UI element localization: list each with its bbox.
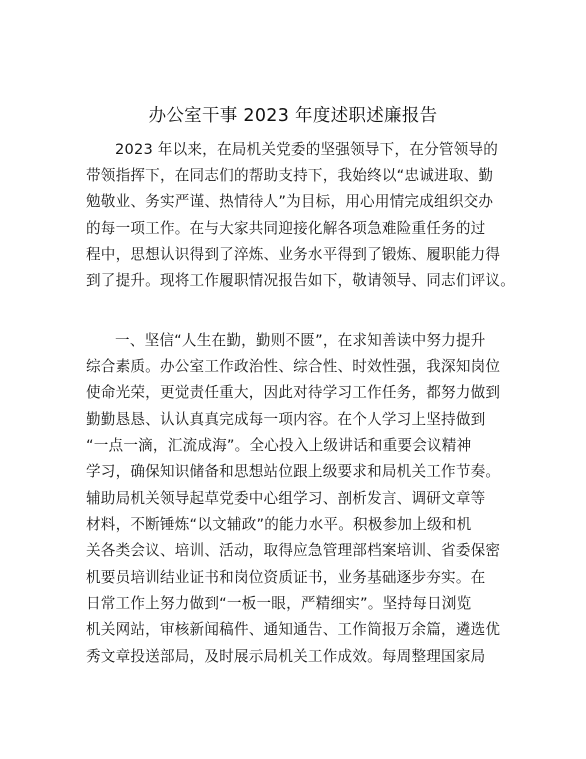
paragraph-2-line-5: “一点一滴，汇流成海”。全心投入上级讲话和重要会议精神: [86, 437, 472, 454]
paragraph-2-line-1: 一、坚信“人生在勤，勤则不匮”，在求知善读中努力提升: [115, 332, 486, 349]
paragraph-2-line-3: 使命光荣，更觉责任重大，因此对待学习工作任务，都努力做到: [86, 384, 501, 401]
paragraph-2-line-9: 关各类会议、培训、活动，取得应急管理部档案培训、省委保密: [86, 542, 501, 559]
paragraph-1-line-4: 的每一项工作。在与大家共同迎接化解各项急难险重任务的过: [86, 220, 486, 237]
paragraph-1-line-1: 2023 年以来，在局机关党委的坚强领导下，在分管领导的: [115, 141, 499, 158]
paragraph-2-line-11: 日常工作上努力做到“一板一眼，严精细实”。坚持每日浏览: [86, 595, 472, 612]
paragraph-2-line-12: 机关网站，审核新闻稿件、通知通告、工作简报万余篇，遴选优: [86, 621, 501, 638]
paragraph-2-line-7: 辅助局机关领导起草党委中心组学习、剖析发言、调研文章等: [86, 490, 486, 507]
paragraph-2-line-13: 秀文章投送部局，及时展示局机关工作成效。每周整理国家局: [86, 648, 486, 665]
paragraph-1-line-6: 到了提升。现将工作履职情况报告如下，敬请领导、同志们评议。: [86, 272, 516, 289]
paragraph-2-line-8: 材料，不断锤炼“以文辅政”的能力水平。积极参加上级和机: [86, 516, 472, 533]
paragraph-2-line-10: 机要员培训结业证书和岗位资质证书，业务基础逐步夯实。在: [86, 569, 486, 586]
paragraph-1-line-5: 程中，思想认识得到了淬炼、业务水平得到了锻炼、履职能力得: [86, 246, 501, 263]
paragraph-2-line-2: 综合素质。办公室工作政治性、综合性、时效性强，我深知岗位: [86, 358, 501, 375]
paragraph-1-line-3: 勉敬业、务实严谨、热情待人”为目标，用心用情完成组织交办: [86, 193, 494, 210]
paragraph-2-line-4: 勤勤恳恳、认认真真完成每一项内容。在个人学习上坚持做到: [86, 411, 486, 428]
paragraph-1-line-2: 带领指挥下，在同志们的帮助支持下，我始终以“忠诚进取、勤: [86, 167, 494, 184]
document-title: 办公室干事 2023 年度述职述廉报告: [148, 106, 438, 126]
paragraph-2-line-6: 学习，确保知识储备和思想站位跟上级要求和局机关工作节奏。: [86, 463, 501, 480]
